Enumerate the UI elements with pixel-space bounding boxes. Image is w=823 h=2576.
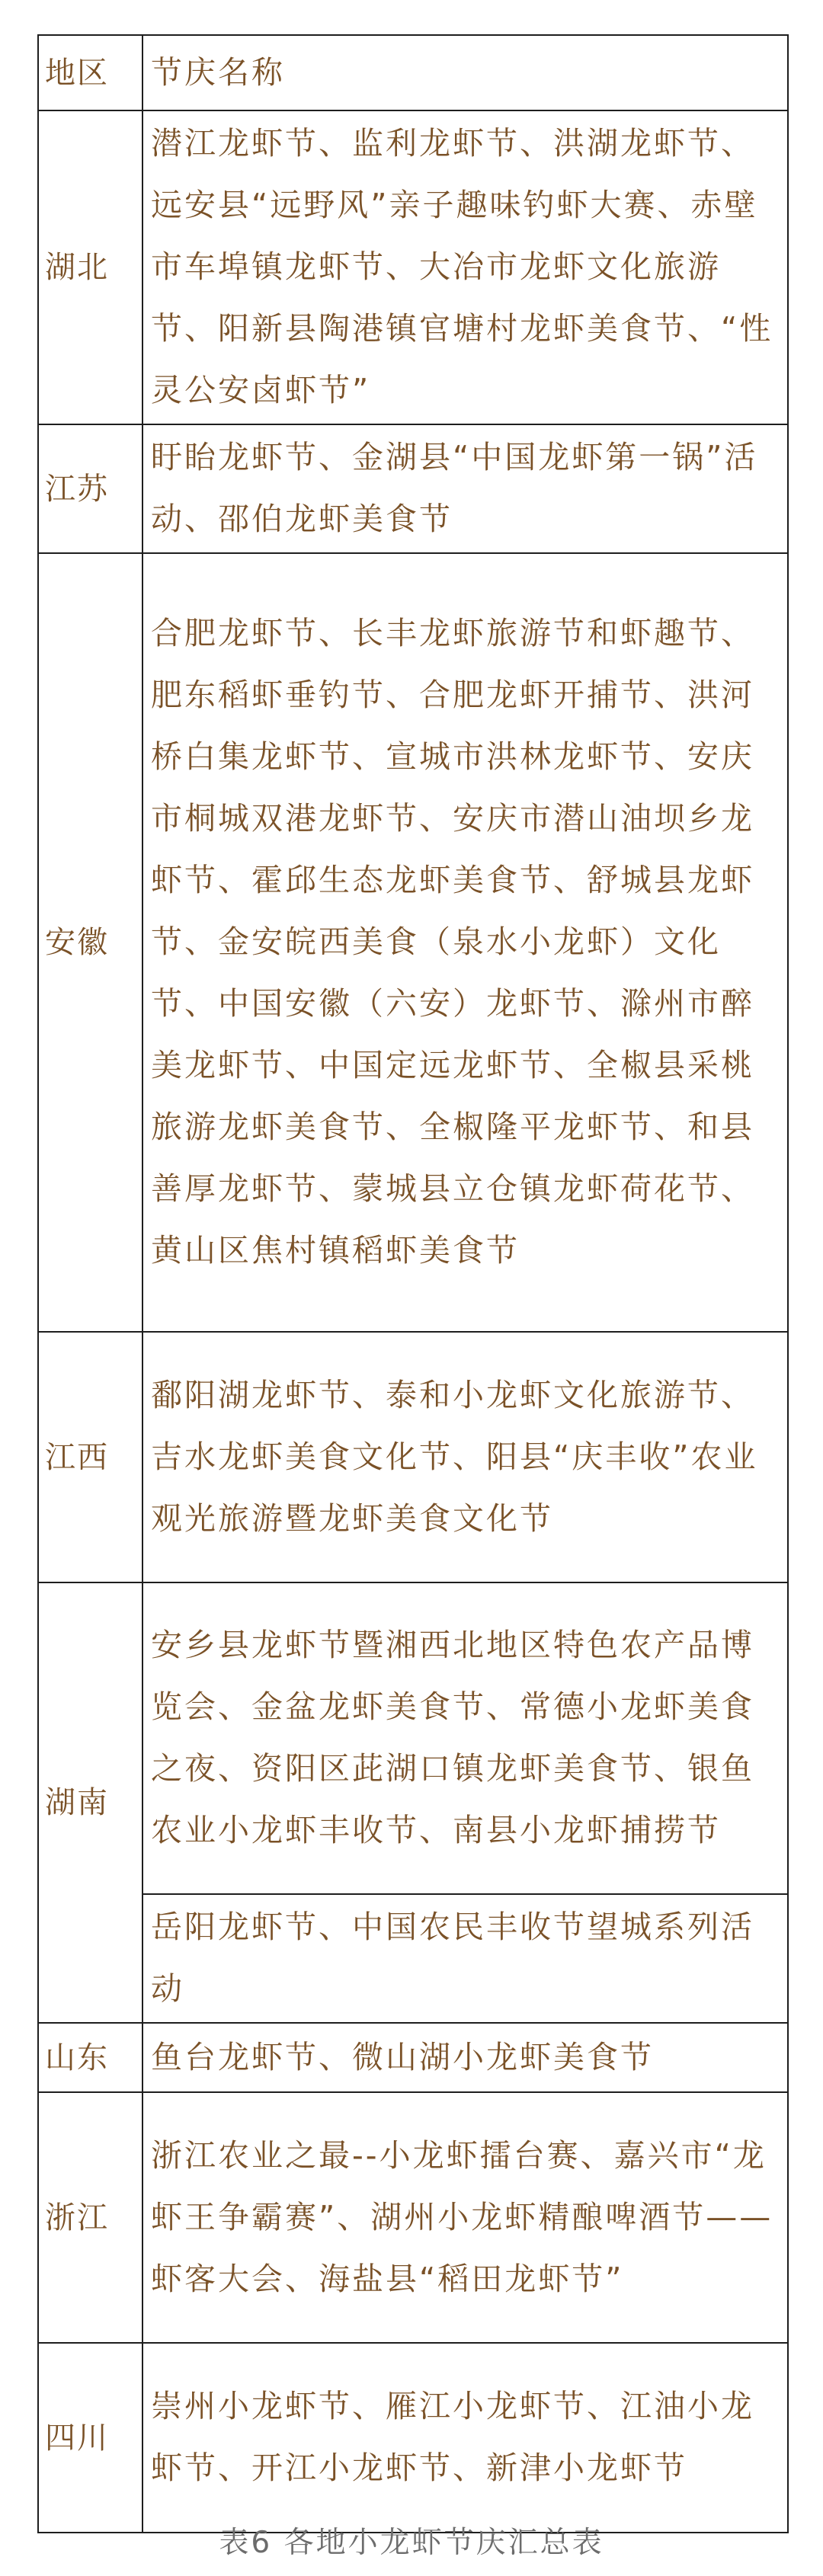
table-row-hunan [38,1582,788,1894]
table-row-anhui [38,553,788,1332]
table-row-shandong [38,2023,788,2092]
region-cell: 四川 [38,2343,143,2533]
table-row-hubei [38,110,788,424]
table-caption: 表6 各地小龙虾节庆汇总表 [219,2526,604,2560]
festival-names-cell: 鱼台龙虾节、微山湖小龙虾美食节 [143,2023,788,2092]
festival-names-cell: 安乡县龙虾节暨湘西北地区特色农产品博览会、金盆龙虾美食节、常德小龙虾美食之夜、资阳区茈湖口镇龙虾美食节、银鱼农业小龙虾丰收节、南县小龙虾捕捞节 [143,1582,788,1894]
region-cell: 安徽 [38,553,143,1332]
header-names: 节庆名称 [143,35,788,110]
table-row-jiangxi [38,1332,788,1582]
region-cell: 江西 [38,1332,143,1582]
festival-names-cell: 潜江龙虾节、监利龙虾节、洪湖龙虾节、远安县“远野风”亲子趣味钓虾大赛、赤壁市车埠镇龙虾节、大冶市龙虾文化旅游节、阳新县陶港镇官塘村龙虾美食节、“性灵公安卤虾节” [143,110,788,424]
region-cell: 浙江 [38,2092,143,2343]
festival-table [37,34,789,2533]
table-row-zhejiang [38,2092,788,2343]
festival-names-cell: 浙江农业之最--小龙虾擂台赛、嘉兴市“龙虾王争霸赛”、湖州小龙虾精酿啤酒节——虾客大会、海盐县“稻田龙虾节” [143,2092,788,2343]
festival-names-cell: 盱眙龙虾节、金湖县“中国龙虾第一锅”活动、邵伯龙虾美食节 [143,424,788,553]
festival-names-cell: 岳阳龙虾节、中国农民丰收节望城系列活动 [143,1894,788,2023]
region-cell: 湖南 [38,1582,143,2023]
festival-names-cell: 鄱阳湖龙虾节、泰和小龙虾文化旅游节、吉水龙虾美食文化节、阳县“庆丰收”农业观光旅游暨龙虾美食文化节 [143,1332,788,1582]
festival-names-cell: 崇州小龙虾节、雁江小龙虾节、江油小龙虾节、开江小龙虾节、新津小龙虾节 [143,2343,788,2533]
region-cell: 江苏 [38,424,143,553]
header-region: 地区 [38,35,143,110]
region-cell: 山东 [38,2023,143,2092]
table-row-sichuan [38,2343,788,2533]
festival-names-cell: 合肥龙虾节、长丰龙虾旅游节和虾趣节、肥东稻虾垂钓节、合肥龙虾开捕节、洪河桥白集龙虾节、宣城市洪林龙虾节、安庆市桐城双港龙虾节、安庆市潜山油坝乡龙虾节、霍邱生态龙虾美食节、舒城县龙虾节、金安皖西美食（泉水小龙虾）文化节、中国安徽（六安）龙虾节、滁州市醉美龙虾节、中国定远龙虾节、全椒县采桃旅游龙虾美食节、全椒隆平龙虾节、和县善厚龙虾节、蒙城县立仓镇龙虾荷花节、黄山区焦村镇稻虾美食节 [143,553,788,1332]
table-row-jiangsu [38,424,788,553]
table-header-row [38,35,788,110]
table-row-hunan-2 [38,1894,788,2023]
region-cell: 湖北 [38,110,143,424]
